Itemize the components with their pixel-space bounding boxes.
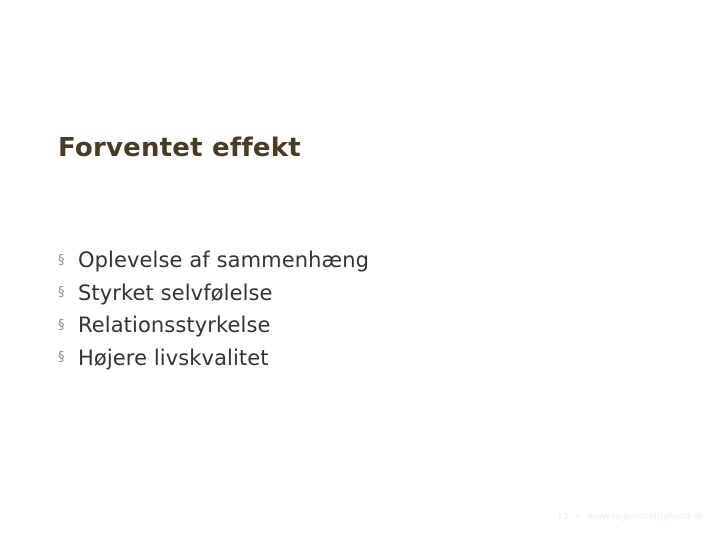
list-item (58, 342, 369, 375)
slide-title: Forventet effekt (58, 133, 301, 163)
slide-footer (557, 512, 704, 522)
footer-separator: • (575, 512, 581, 522)
bullet-text: Relationsstyrkelse (78, 313, 271, 338)
list-item (58, 244, 369, 277)
bullet-text: Oplevelse af sammenhæng (78, 248, 370, 273)
bullet-marker-icon: § (58, 350, 65, 366)
bullet-marker-icon: § (58, 285, 65, 301)
footer-url: www.regionmidtjylland.dk (587, 512, 704, 522)
list-item (58, 277, 369, 310)
list-item (58, 309, 369, 342)
page-number: 13 (556, 512, 569, 522)
bullet-marker-icon: § (58, 317, 65, 333)
bullet-text: Styrket selvfølelse (78, 280, 273, 305)
bullet-marker-icon: § (58, 252, 65, 268)
bullet-list (58, 244, 369, 374)
bullet-text: Højere livskvalitet (78, 345, 269, 370)
